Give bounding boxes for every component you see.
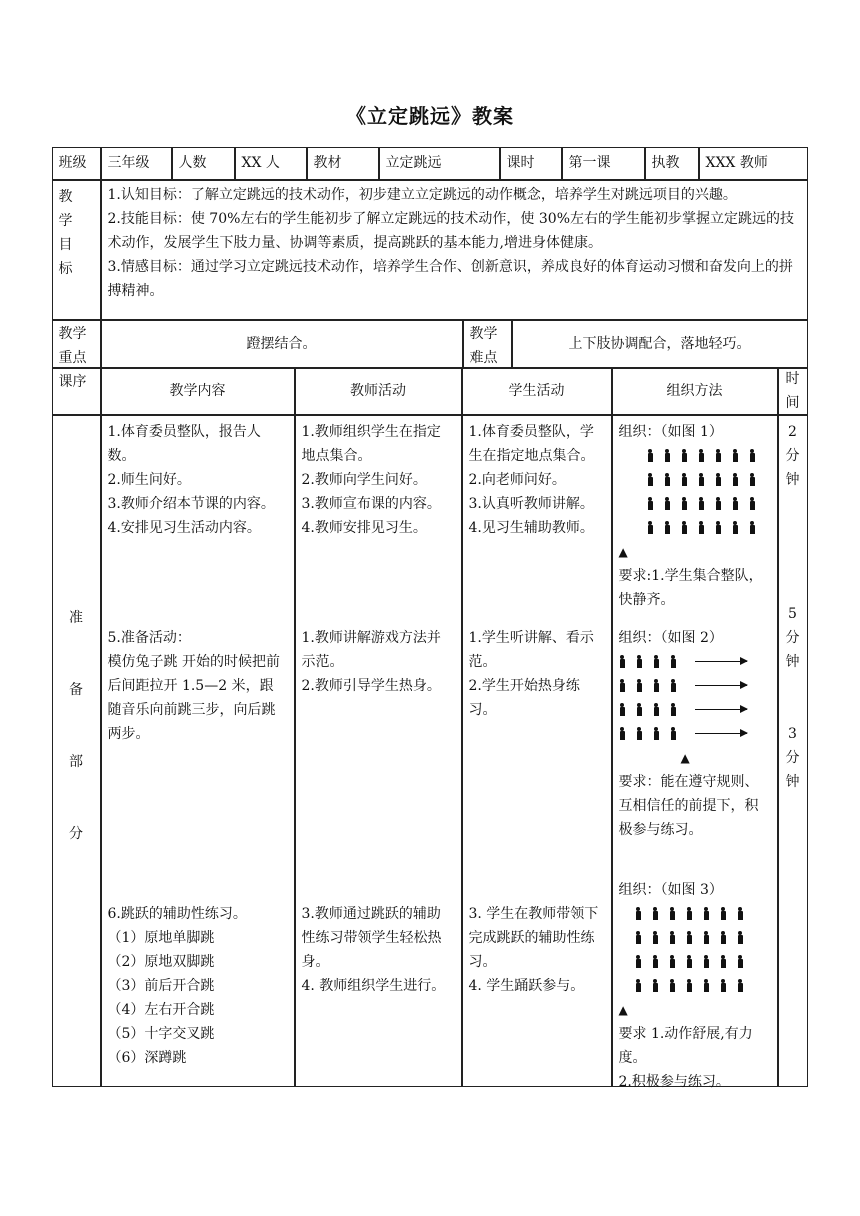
student-icon [664,521,671,535]
student-icon [737,955,744,969]
student-icon [720,955,727,969]
student-icon [686,907,693,921]
student-icon [732,473,739,487]
formation-diagram-2 [619,650,771,746]
student-icon [698,521,705,535]
student-icon [681,497,688,511]
class-value: 三年级 [101,147,172,180]
student-icon [635,979,642,993]
count-value: XX 人 [235,147,307,180]
content-header: 教学内容 [101,368,295,415]
student-icon [749,497,756,511]
time-1: 2 分 钟 [785,423,800,488]
formation-diagram-1 [619,444,771,540]
content-block-1: 1.体育委员整队，报告人数。 2.师生问好。 3.教师介绍本节课的内容。 4.安排见习生活动内容。 [107,423,275,536]
student-icon [720,931,727,945]
student-icon [720,907,727,921]
student-block-3: 3. 学生在教师带领下完成跳跃的辅助性练习。 4. 学生踊跃参与。 [468,905,599,994]
student-icon [686,955,693,969]
content-column [101,415,295,1087]
teacher-block-1: 1.教师组织学生在指定地点集合。 2.教师向学生问好。 3.教师宣布课的内容。 4.教师安排见习生。 [301,423,441,536]
student-icon [653,703,660,717]
student-icon [737,979,744,993]
class-label: 班级 [52,147,101,180]
student-icon [715,473,722,487]
student-icon [647,521,654,535]
key-label: 教学 重点 [52,320,101,368]
arrow-right-icon [695,733,747,734]
student-icon [664,497,671,511]
student-icon [635,931,642,945]
student-column [462,415,612,1087]
teacher-activity-header: 教师活动 [295,368,462,415]
student-icon [619,703,626,717]
student-icon [652,931,659,945]
teacher-marker-icon: ▲ [618,544,628,559]
difficulty-value: 上下肢协调配合，落地轻巧。 [512,320,808,368]
time-2: 5 分 钟 [785,605,800,670]
student-icon [732,497,739,511]
student-icon [715,497,722,511]
time-3: 3 分 钟 [785,725,800,790]
lesson-value: 第一课 [562,147,645,180]
arrow-right-icon [695,709,747,710]
student-icon [686,979,693,993]
student-icon [715,521,722,535]
teacher-column [295,415,462,1087]
student-icon [619,727,626,741]
time-header: 时 间 [778,368,808,415]
student-icon [703,955,710,969]
student-icon [720,979,727,993]
student-icon [681,521,688,535]
student-icon [703,907,710,921]
student-icon [681,473,688,487]
teacher-marker-icon: ▲ [618,1002,628,1017]
student-icon [619,679,626,693]
material-label: 教材 [307,147,379,180]
arrow-right-icon [695,661,747,662]
student-icon [669,955,676,969]
student-icon [619,655,626,669]
formation-diagram-3 [619,902,771,998]
fig2-requirement: 要求：能在遵守规则、互相信任的前提下，积极参与练习。 [618,773,759,838]
lesson-label: 课时 [500,147,562,180]
student-icon [749,449,756,463]
student-icon [703,931,710,945]
student-icon [737,931,744,945]
count-label: 人数 [172,147,235,180]
student-icon [670,655,677,669]
teacher-block-3: 3.教师通过跳跃的辅助性练习带领学生轻松热身。 4. 教师组织学生进行。 [301,905,446,994]
student-icon [635,907,642,921]
fig3-label: 组织：（如图 3） [618,881,723,898]
student-icon [635,955,642,969]
content-block-3: 6.跳跃的辅助性练习。 （1）原地单脚跳 （2）原地双脚跳 （3）前后开合跳 （4）左右开合跳 （5）十字交叉跳 （6）深蹲跳 [107,905,247,1066]
student-icon [669,931,676,945]
student-icon [636,703,643,717]
student-icon [737,907,744,921]
student-icon [681,449,688,463]
objectives-text: 1.认知目标：了解立定跳远的技术动作，初步建立立定跳远的动作概念，培养学生对跳远项目的兴趣。 2.技能目标：使 70%左右的学生能初步了解立定跳远的技术动作，使 30%左右的学生能初步掌握立定跳远的技术动作，发展学生下肢力量、协调等素质，提高跳跃的基本能力,增进身体健康。 3.情感目标：通过学习立定跳远技术动作，培养学生合作、创新意识，养成良好的体育运动习惯和奋发向上的拼搏精神。 [101,180,808,320]
fig2-label: 组织：（如图 2） [618,629,723,646]
student-icon [653,679,660,693]
material-value: 立定跳远 [379,147,500,180]
fig1-requirement: 要求:1.学生集合整队，快静齐。 [618,567,763,608]
student-block-1: 1.体育委员整队，学生在指定地点集合。 2.向老师问好。 3.认真听教师讲解。 4.见习生辅助教师。 [468,423,595,536]
objectives-label: 教 学 目 标 [52,180,101,320]
student-block-2: 1.学生听讲解、看示范。 2.学生开始热身练习。 [468,629,594,718]
organization-column [612,415,778,1090]
student-icon [670,727,677,741]
student-icon [652,955,659,969]
student-icon [664,473,671,487]
organization-header: 组织方法 [612,368,778,415]
student-icon [698,449,705,463]
student-icon [647,449,654,463]
time-column [778,415,808,1087]
student-icon [664,449,671,463]
student-icon [653,727,660,741]
teacher-block-2: 1.教师讲解游戏方法并示范。 2.教师引导学生热身。 [301,629,441,694]
lesson-plan-table [52,147,808,1090]
teacher-value: XXX 教师 [699,147,808,180]
sequence-header: 课序 [52,368,101,415]
teacher-marker-icon: ▲ [680,750,690,765]
student-icon [670,703,677,717]
student-icon [686,931,693,945]
student-icon [703,979,710,993]
student-icon [647,473,654,487]
arrow-right-icon [695,685,747,686]
student-icon [698,497,705,511]
student-icon [636,727,643,741]
student-icon [652,979,659,993]
student-icon [636,679,643,693]
student-icon [669,979,676,993]
student-icon [647,497,654,511]
fig1-label: 组织：（如图 1） [618,423,723,440]
section-label: 准 备 部 分 [52,415,101,1087]
student-icon [670,679,677,693]
content-block-2: 5.准备活动： 模仿兔子跳 开始的时候把前后间距拉开 1.5—2 米，跟随音乐向前跳三步，向后跳两步。 [107,629,280,742]
student-icon [669,907,676,921]
student-icon [652,907,659,921]
student-icon [653,655,660,669]
fig3-requirement: 要求 1.动作舒展,有力度。 2.积极参与练习。 [618,1025,753,1090]
key-value: 蹬摆结合。 [101,320,463,368]
teacher-label: 执教 [645,147,699,180]
student-icon [749,473,756,487]
student-icon [636,655,643,669]
figure-2-block [619,626,771,842]
student-icon [749,521,756,535]
student-icon [732,449,739,463]
student-activity-header: 学生活动 [462,368,612,415]
student-icon [732,521,739,535]
student-icon [698,473,705,487]
page-title: 《立定跳远》教案 [346,104,514,128]
difficulty-label: 教学 难点 [463,320,512,368]
student-icon [715,449,722,463]
figure-3-block [619,878,771,1094]
